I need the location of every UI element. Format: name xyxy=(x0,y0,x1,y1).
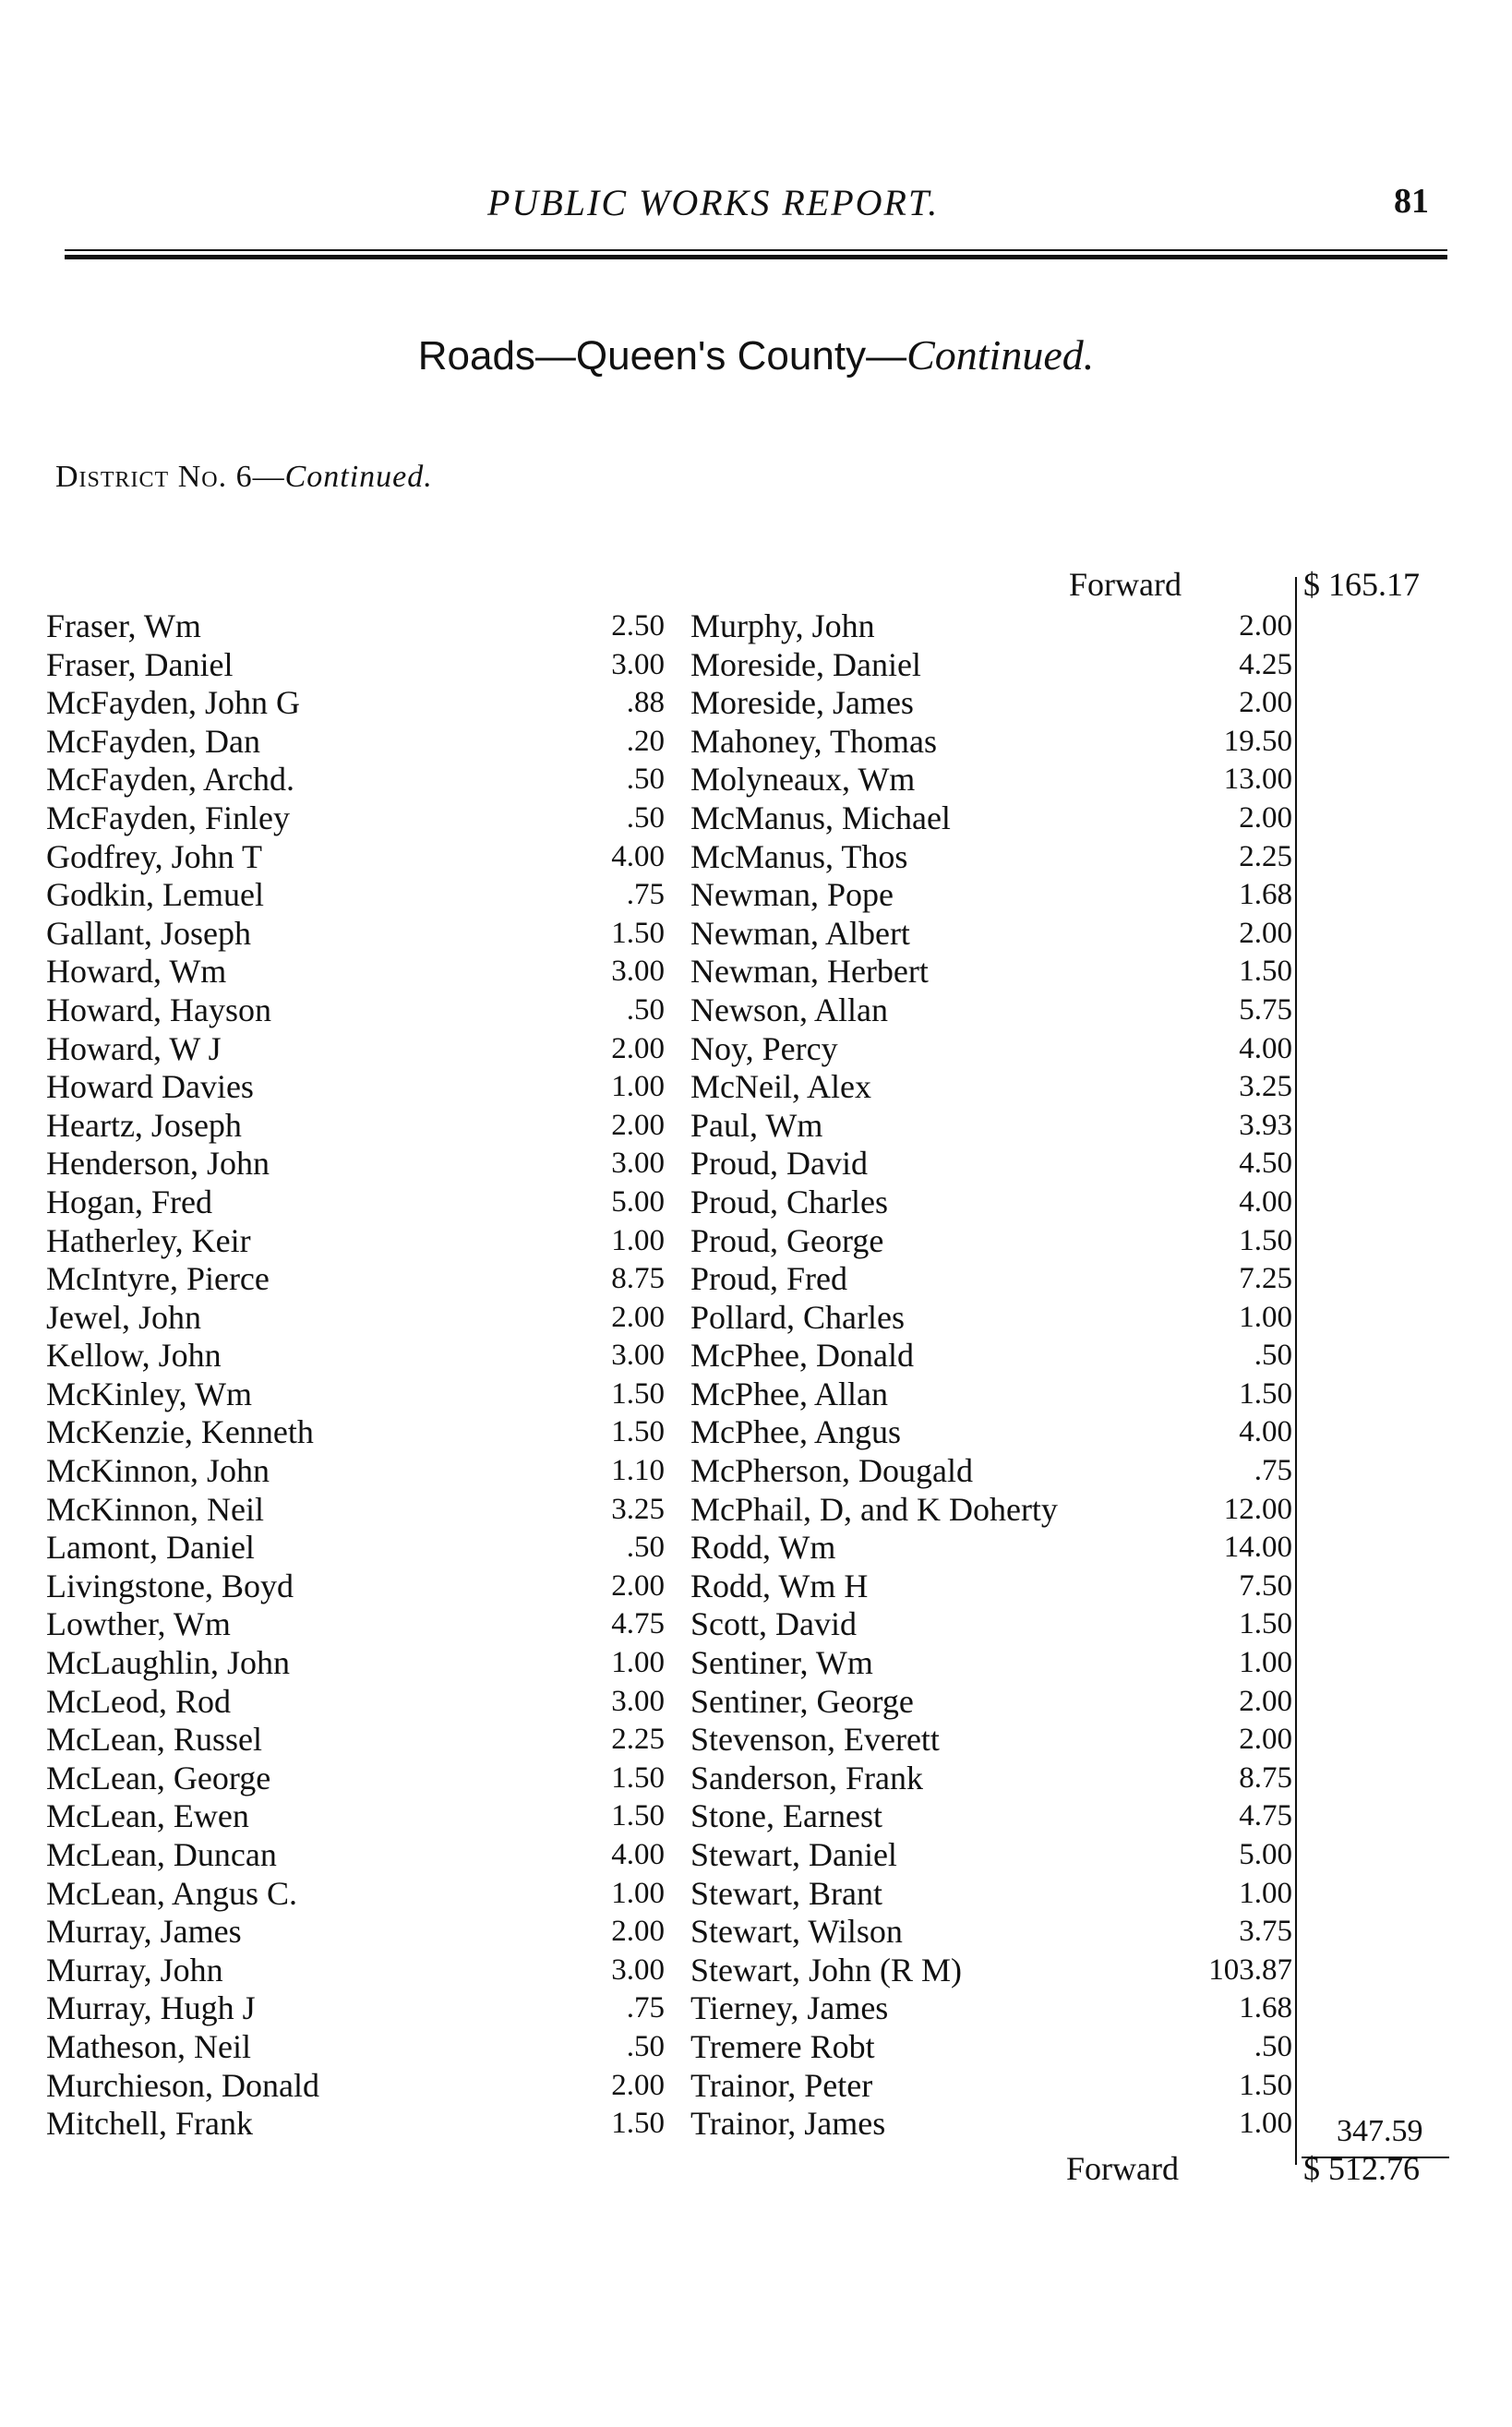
payment-amount: 1.00 xyxy=(611,1646,665,1680)
running-title: PUBLIC WORKS REPORT. xyxy=(487,182,940,223)
payee-name: McPhee, Allan xyxy=(690,1375,888,1412)
payment-amount: 2.00 xyxy=(1239,609,1292,643)
payee-name: Hatherley, Keir xyxy=(46,1221,251,1259)
list-item xyxy=(46,1413,665,1452)
payment-amount: 4.00 xyxy=(1239,1031,1292,1065)
payment-amount: .75 xyxy=(1254,1454,1292,1488)
payment-amount: 2.50 xyxy=(611,609,665,643)
list-item xyxy=(46,1644,665,1683)
payment-amount: 4.50 xyxy=(1239,1147,1292,1181)
payment-amount: 8.75 xyxy=(611,1262,665,1296)
list-item xyxy=(690,2105,1300,2144)
list-item xyxy=(690,761,1300,799)
payee-name: Stewart, Wilson xyxy=(690,1913,903,1951)
payee-name: Godkin, Lemuel xyxy=(46,876,264,914)
payee-name: Stewart, John (R M) xyxy=(690,1951,962,1988)
payee-name: Trainor, Peter xyxy=(690,2066,873,2104)
list-item xyxy=(46,761,665,799)
payment-amount: 3.25 xyxy=(1239,1070,1292,1104)
payment-amount: 1.50 xyxy=(1239,955,1292,989)
payment-amount: 2.00 xyxy=(1239,916,1292,950)
payee-name: Murray, James xyxy=(46,1913,242,1951)
payee-name: Livingstone, Boyd xyxy=(46,1567,294,1604)
payment-amount: .75 xyxy=(626,1991,665,2025)
payee-name: McFayden, John G xyxy=(46,684,300,722)
list-item xyxy=(690,1913,1300,1952)
payee-name: Hogan, Fred xyxy=(46,1183,212,1220)
list-item xyxy=(46,1107,665,1146)
list-item xyxy=(46,838,665,877)
list-item xyxy=(46,1605,665,1644)
payee-name: McKenzie, Kenneth xyxy=(46,1413,314,1451)
payment-amount: .50 xyxy=(1254,2029,1292,2063)
list-item xyxy=(690,1145,1300,1183)
list-item xyxy=(46,1145,665,1183)
payee-name: Lowther, Wm xyxy=(46,1605,231,1643)
list-item xyxy=(46,2105,665,2144)
payment-amount: 1.50 xyxy=(1239,2068,1292,2102)
list-item xyxy=(690,1760,1300,1798)
payment-amount: 1.00 xyxy=(611,1070,665,1104)
list-item xyxy=(46,1222,665,1261)
header-rule-thick xyxy=(65,255,1447,259)
list-item xyxy=(690,2028,1300,2067)
payee-name: McManus, Thos xyxy=(690,837,908,875)
list-item xyxy=(690,1568,1300,1606)
payee-name: Heartz, Joseph xyxy=(46,1106,242,1144)
payment-amount: .88 xyxy=(626,686,665,720)
payment-amount: 14.00 xyxy=(1223,1531,1292,1565)
payee-name: McLean, George xyxy=(46,1759,271,1796)
payment-amount: 5.00 xyxy=(611,1184,665,1219)
payment-amount: 1.50 xyxy=(611,1376,665,1411)
forward-bottom-amount: $ 512.76 xyxy=(1303,2150,1420,2187)
payment-amount: 7.50 xyxy=(1239,1568,1292,1603)
payment-amount: 1.50 xyxy=(1239,1223,1292,1257)
payee-name: McNeil, Alex xyxy=(690,1068,871,1106)
payee-name: Sanderson, Frank xyxy=(690,1759,923,1796)
payee-name: Proud, Fred xyxy=(690,1260,847,1298)
payment-amount: 1.00 xyxy=(1239,1646,1292,1680)
forward-bottom-label: Forward xyxy=(1066,2150,1179,2187)
list-item xyxy=(690,607,1300,646)
list-item xyxy=(46,1260,665,1299)
payment-amount: 103.87 xyxy=(1208,1952,1292,1987)
list-item xyxy=(46,1529,665,1568)
list-item xyxy=(690,646,1300,685)
column-subtotal: 347.59 xyxy=(1337,2114,1423,2148)
left-column xyxy=(46,607,665,2144)
payment-amount: 1.10 xyxy=(611,1454,665,1488)
payment-amount: 1.68 xyxy=(1239,1991,1292,2025)
payment-amount: 8.75 xyxy=(1239,1760,1292,1795)
payment-amount: 12.00 xyxy=(1223,1492,1292,1526)
payee-name: Moreside, Daniel xyxy=(690,645,921,683)
list-item xyxy=(690,1299,1300,1338)
payee-name: Howard, W J xyxy=(46,1029,222,1067)
total-column-rule xyxy=(1295,577,1297,2165)
district-continued: Continued. xyxy=(284,460,433,494)
payment-amount: .20 xyxy=(626,724,665,758)
list-item xyxy=(690,953,1300,991)
payee-name: Paul, Wm xyxy=(690,1106,823,1144)
payee-name: McPherson, Dougald xyxy=(690,1452,973,1490)
list-item xyxy=(690,1183,1300,1222)
list-item xyxy=(690,876,1300,915)
list-item xyxy=(690,1989,1300,2028)
list-item xyxy=(690,991,1300,1030)
list-item xyxy=(690,1260,1300,1299)
list-item xyxy=(690,1222,1300,1261)
payee-name: Rodd, Wm xyxy=(690,1529,836,1567)
section-title-main: Roads—Queen's County— xyxy=(417,333,907,378)
header-rule-thin xyxy=(65,249,1447,251)
list-item xyxy=(46,607,665,646)
payee-name: McFayden, Dan xyxy=(46,722,260,760)
payment-amount: 1.50 xyxy=(611,1760,665,1795)
payee-name: Mitchell, Frank xyxy=(46,2105,253,2143)
payee-name: Stewart, Brant xyxy=(690,1874,882,1912)
payee-name: McLean, Duncan xyxy=(46,1836,277,1873)
payment-amount: 2.25 xyxy=(1239,839,1292,873)
payment-amount: 2.00 xyxy=(1239,686,1292,720)
list-item xyxy=(690,1337,1300,1376)
running-head xyxy=(0,181,1512,236)
list-item xyxy=(46,723,665,762)
payee-name: Moreside, James xyxy=(690,684,914,722)
payment-amount: 5.00 xyxy=(1239,1838,1292,1871)
payment-amount: 1.50 xyxy=(611,1415,665,1449)
payee-name: Newman, Albert xyxy=(690,914,910,952)
payment-amount: 7.25 xyxy=(1239,1262,1292,1296)
list-item xyxy=(690,1952,1300,1990)
payee-name: Gallant, Joseph xyxy=(46,914,251,952)
payment-amount: 3.00 xyxy=(611,647,665,681)
payment-amount: 4.00 xyxy=(1239,1184,1292,1219)
list-item xyxy=(46,1797,665,1836)
list-item xyxy=(690,838,1300,877)
district-heading xyxy=(55,460,433,495)
payment-amount: 4.25 xyxy=(1239,647,1292,681)
list-item xyxy=(690,1107,1300,1146)
payee-name: Stevenson, Everett xyxy=(690,1721,940,1759)
payment-amount: 2.00 xyxy=(1239,1684,1292,1718)
payment-amount: 2.00 xyxy=(1239,800,1292,835)
list-item xyxy=(690,1068,1300,1107)
payment-amount: .50 xyxy=(1254,1339,1292,1373)
payment-amount: 5.75 xyxy=(1239,992,1292,1027)
payee-name: McLean, Russel xyxy=(46,1721,262,1759)
payee-name: McManus, Michael xyxy=(690,799,951,836)
list-item xyxy=(46,991,665,1030)
payee-name: McKinnon, John xyxy=(46,1452,270,1490)
page-number: 81 xyxy=(1394,182,1429,221)
list-item xyxy=(690,799,1300,838)
payee-name: Molyneaux, Wm xyxy=(690,761,916,799)
list-item xyxy=(46,2067,665,2106)
list-item xyxy=(690,1683,1300,1722)
list-item xyxy=(46,1568,665,1606)
payment-amount: 2.00 xyxy=(611,1915,665,1949)
list-item xyxy=(46,1721,665,1760)
payment-amount: 2.25 xyxy=(611,1723,665,1757)
list-item xyxy=(690,1644,1300,1683)
payment-amount: .50 xyxy=(626,763,665,797)
payee-name: Rodd, Wm H xyxy=(690,1567,869,1604)
payee-name: Proud, Charles xyxy=(690,1183,888,1220)
payee-name: McFayden, Finley xyxy=(46,799,290,836)
list-item xyxy=(690,1491,1300,1530)
payment-amount: 3.75 xyxy=(1239,1915,1292,1949)
payee-name: McFayden, Archd. xyxy=(46,761,294,799)
payment-amount: 3.00 xyxy=(611,1952,665,1987)
list-item xyxy=(46,1337,665,1376)
list-item xyxy=(46,1376,665,1414)
right-column xyxy=(690,607,1300,2144)
payment-amount: 3.00 xyxy=(611,1147,665,1181)
list-item xyxy=(690,1030,1300,1069)
list-item xyxy=(690,723,1300,762)
list-item xyxy=(690,1529,1300,1568)
payment-amount: 3.00 xyxy=(611,1339,665,1373)
payee-name: Murphy, John xyxy=(690,607,875,644)
list-item xyxy=(46,915,665,954)
payee-name: McLean, Angus C. xyxy=(46,1874,297,1912)
payee-name: McPhee, Donald xyxy=(690,1337,914,1375)
payment-amount: 13.00 xyxy=(1223,763,1292,797)
payment-amount: 3.93 xyxy=(1239,1108,1292,1142)
payment-amount: 1.00 xyxy=(1239,1300,1292,1334)
list-item xyxy=(690,1452,1300,1491)
list-item xyxy=(46,1875,665,1914)
forward-top-label: Forward xyxy=(1069,566,1182,603)
payment-amount: 4.00 xyxy=(1239,1415,1292,1449)
list-item xyxy=(46,684,665,723)
payment-amount: 2.00 xyxy=(611,2068,665,2102)
section-title xyxy=(0,330,1512,379)
list-item xyxy=(690,1875,1300,1914)
payee-name: Fraser, Wm xyxy=(46,607,201,644)
payment-amount: 2.00 xyxy=(611,1108,665,1142)
list-item xyxy=(46,953,665,991)
payment-amount: 3.00 xyxy=(611,955,665,989)
list-item xyxy=(690,915,1300,954)
payee-name: Pollard, Charles xyxy=(690,1298,905,1336)
payee-name: McLaughlin, John xyxy=(46,1644,290,1682)
list-item xyxy=(46,2028,665,2067)
list-item xyxy=(46,1299,665,1338)
payee-name: Proud, George xyxy=(690,1221,884,1259)
payment-amount: 4.75 xyxy=(611,1607,665,1641)
payment-amount: 4.00 xyxy=(611,1838,665,1871)
payee-name: McLeod, Rod xyxy=(46,1682,231,1720)
list-item xyxy=(690,2067,1300,2106)
payee-name: Lamont, Daniel xyxy=(46,1529,255,1567)
payee-name: Murray, John xyxy=(46,1951,223,1988)
payee-name: Sentiner, George xyxy=(690,1682,914,1720)
list-item xyxy=(46,1183,665,1222)
list-item xyxy=(46,799,665,838)
payment-amount: .50 xyxy=(626,1531,665,1565)
payee-name: Howard Davies xyxy=(46,1068,254,1106)
list-item xyxy=(46,876,665,915)
list-item xyxy=(46,646,665,685)
list-item xyxy=(46,1952,665,1990)
payment-amount: 1.50 xyxy=(1239,1376,1292,1411)
payment-amount: 1.50 xyxy=(611,1799,665,1833)
payee-name: Howard, Wm xyxy=(46,953,227,991)
list-item xyxy=(690,1836,1300,1875)
payee-name: Newson, Allan xyxy=(690,991,888,1028)
payment-amount: 2.00 xyxy=(1239,1723,1292,1757)
payee-name: Howard, Hayson xyxy=(46,991,271,1028)
list-item xyxy=(46,1030,665,1069)
payment-amount: 4.00 xyxy=(611,839,665,873)
payee-name: Tierney, James xyxy=(690,1989,889,2027)
payee-name: Fraser, Daniel xyxy=(46,645,234,683)
payee-name: Henderson, John xyxy=(46,1145,270,1183)
payee-name: Proud, David xyxy=(690,1145,868,1183)
list-item xyxy=(690,1376,1300,1414)
section-title-continued: Continued. xyxy=(906,331,1095,378)
payee-name: Tremere Robt xyxy=(690,2027,875,2065)
payee-name: Noy, Percy xyxy=(690,1029,838,1067)
payment-amount: .50 xyxy=(626,992,665,1027)
payee-name: McPhail, D, and K Doherty xyxy=(690,1490,1058,1528)
payment-amount: 19.50 xyxy=(1223,724,1292,758)
list-item xyxy=(46,1836,665,1875)
payee-name: McIntyre, Pierce xyxy=(46,1260,270,1298)
payment-amount: 3.00 xyxy=(611,1684,665,1718)
payment-amount: 1.50 xyxy=(1239,1607,1292,1641)
payee-name: Mahoney, Thomas xyxy=(690,722,937,760)
payee-name: Newman, Pope xyxy=(690,876,894,914)
district-label: District No. 6— xyxy=(55,460,285,494)
list-item xyxy=(690,1605,1300,1644)
payment-amount: .75 xyxy=(626,878,665,912)
payee-name: Stewart, Daniel xyxy=(690,1836,897,1873)
list-item xyxy=(46,1989,665,2028)
payment-amount: 1.00 xyxy=(1239,1876,1292,1910)
payee-name: McKinley, Wm xyxy=(46,1375,252,1412)
list-item xyxy=(46,1452,665,1491)
payment-amount: .50 xyxy=(626,800,665,835)
payee-name: McKinnon, Neil xyxy=(46,1490,264,1528)
payment-amount: 1.68 xyxy=(1239,878,1292,912)
payee-name: Trainor, James xyxy=(690,2105,886,2143)
payee-name: Murray, Hugh J xyxy=(46,1989,256,2027)
payment-amount: 1.50 xyxy=(611,916,665,950)
payee-name: McPhee, Angus xyxy=(690,1413,901,1451)
payee-name: Murchieson, Donald xyxy=(46,2066,319,2104)
payee-name: Stone, Earnest xyxy=(690,1797,882,1835)
payee-name: Newman, Herbert xyxy=(690,953,929,991)
forward-top-amount: $ 165.17 xyxy=(1303,566,1420,603)
payment-amount: .50 xyxy=(626,2029,665,2063)
payment-amount: 1.00 xyxy=(611,1876,665,1910)
payment-amount: 2.00 xyxy=(611,1031,665,1065)
payment-amount: 1.00 xyxy=(1239,2107,1292,2141)
list-item xyxy=(690,1721,1300,1760)
payment-amount: 3.25 xyxy=(611,1492,665,1526)
payment-amount: 2.00 xyxy=(611,1300,665,1334)
payee-name: Jewel, John xyxy=(46,1298,201,1336)
list-item xyxy=(46,1683,665,1722)
payee-name: Kellow, John xyxy=(46,1337,222,1375)
list-item xyxy=(46,1913,665,1952)
payee-name: Godfrey, John T xyxy=(46,837,262,875)
list-item xyxy=(46,1760,665,1798)
list-item xyxy=(690,684,1300,723)
payee-name: McLean, Ewen xyxy=(46,1797,249,1835)
payee-name: Matheson, Neil xyxy=(46,2027,251,2065)
list-item xyxy=(690,1797,1300,1836)
list-item xyxy=(46,1068,665,1107)
payment-amount: 2.00 xyxy=(611,1568,665,1603)
payment-amount: 1.00 xyxy=(611,1223,665,1257)
payee-name: Scott, David xyxy=(690,1605,857,1643)
payment-amount: 4.75 xyxy=(1239,1799,1292,1833)
payment-amount: 1.50 xyxy=(611,2107,665,2141)
list-item xyxy=(690,1413,1300,1452)
list-item xyxy=(46,1491,665,1530)
payee-name: Sentiner, Wm xyxy=(690,1644,873,1682)
